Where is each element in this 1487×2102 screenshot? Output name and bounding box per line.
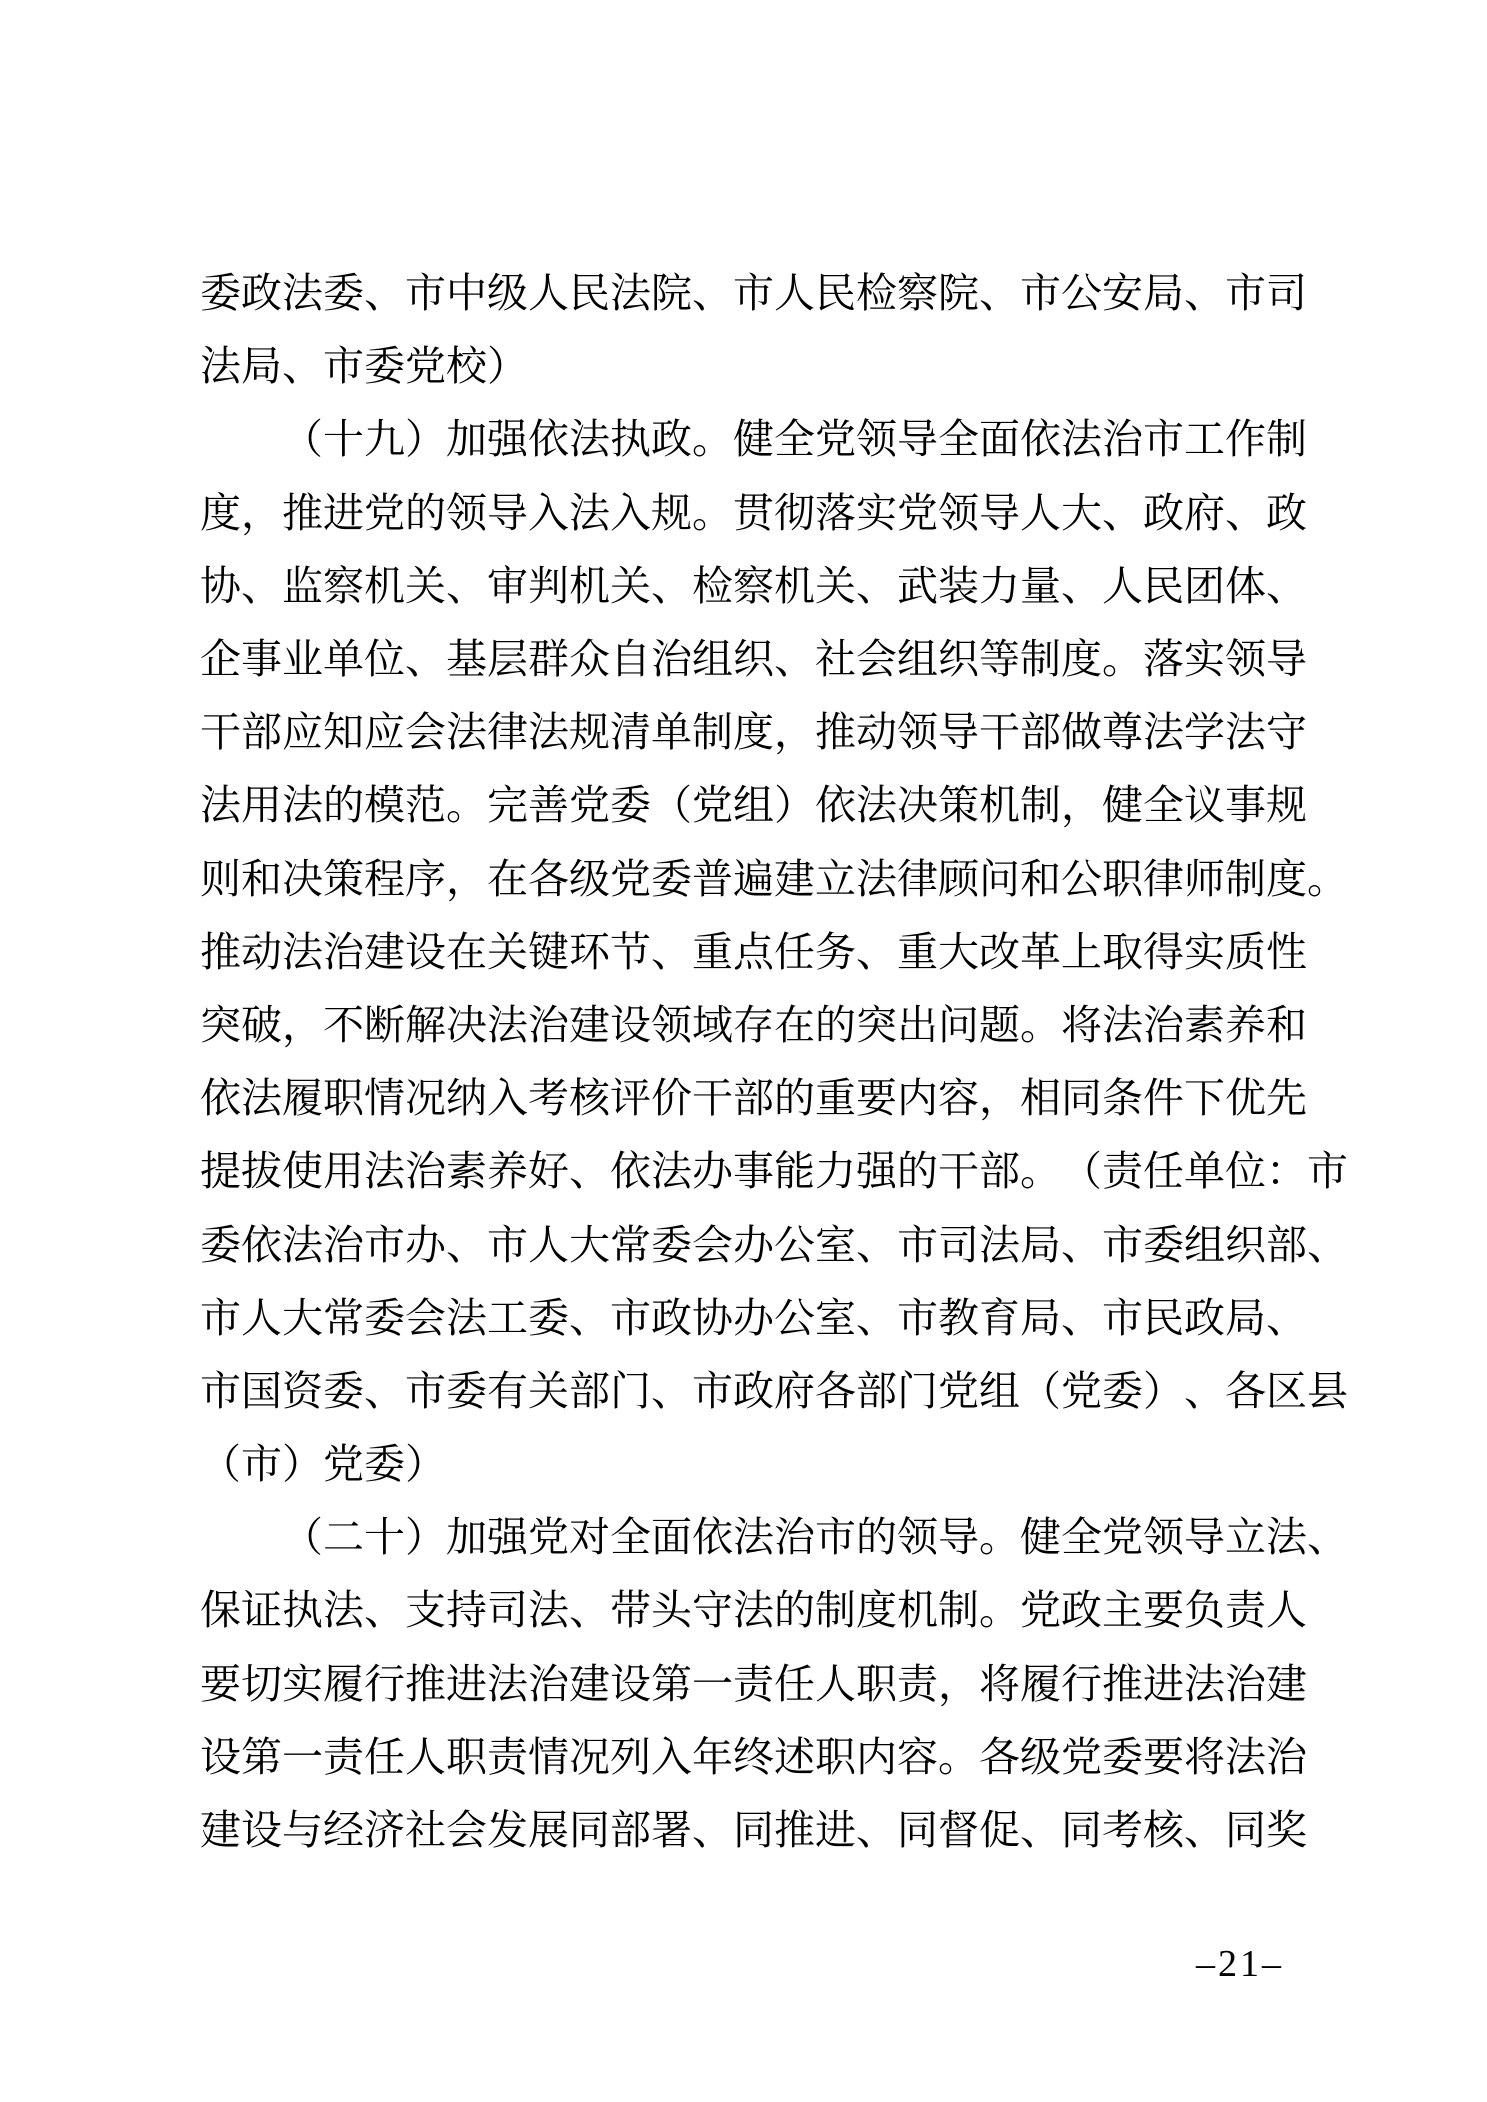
text-line: 市 国 资 委 、 市 委 有 关 部 门 、 市 政 府 各 部 门 党 组 （ 党 委 ） 、 各 区 县 <box>200 1367 1348 1414</box>
document-body <box>200 253 1348 1863</box>
text-line: 企 事 业 单 位 、 基 层 群 众 自 治 组 织 、 社 会 组 织 等 制 度 。 落 实 领 导 <box>200 636 1307 683</box>
text-line: 推 动 法 治 建 设 在 关 键 环 节 、 重 点 任 务 、 重 大 改 革 上 取 得 实 质 性 <box>200 928 1307 975</box>
page-number: –21– <box>1196 1943 1284 1985</box>
text-line: 建 设 与 经 济 社 会 发 展 同 部 署 、 同 推 进 、 同 督 促 、 同 考 核 、 同 奖 <box>200 1807 1307 1854</box>
text-line: 依 法 履 职 情 况 纳 入 考 核 评 价 干 部 的 重 要 内 容 ， 相 同 条 件 下 优 先 <box>200 1075 1307 1122</box>
text-line: 协 、 监 察 机 关 、 审 判 机 关 、 检 察 机 关 、 武 装 力 量 、 人 民 团 体 、 <box>200 562 1307 609</box>
text-line: （ 市 ） 党 委 ） <box>200 1441 446 1488</box>
text-line: 干 部 应 知 应 会 法 律 法 规 清 单 制 度 ， 推 动 领 导 干 部 做 尊 法 学 法 守 <box>200 709 1307 756</box>
text-line: 委 依 法 治 市 办 、 市 人 大 常 委 会 办 公 室 、 市 司 法 局 、 市 委 组 织 部 、 <box>200 1221 1348 1268</box>
text-line: 市 人 大 常 委 会 法 工 委 、 市 政 协 办 公 室 、 市 教 育 局 、 市 民 政 局 、 <box>200 1294 1307 1341</box>
text-line: 则 和 决 策 程 序 ， 在 各 级 党 委 普 遍 建 立 法 律 顾 问 和 公 职 律 师 制 度 。 <box>200 855 1348 902</box>
text-line: 要 切 实 履 行 推 进 法 治 建 设 第 一 责 任 人 职 责 ， 将 履 行 推 进 法 治 建 <box>200 1660 1307 1707</box>
text-line: （ 二 十 ） 加 强 党 对 全 面 依 法 治 市 的 领 导 。 健 全 党 领 导 立 法 、 <box>282 1514 1348 1561</box>
text-line: 提 拔 使 用 法 治 素 养 好 、 依 法 办 事 能 力 强 的 干 部 。 （ 责 任 单 位 ： 市 <box>200 1148 1348 1195</box>
text-line: 设 第 一 责 任 人 职 责 情 况 列 入 年 终 述 职 内 容 。 各 级 党 委 要 将 法 治 <box>200 1733 1307 1780</box>
text-line: 委 政 法 委 、 市 中 级 人 民 法 院 、 市 人 民 检 察 院 、 市 公 安 局 、 市 司 <box>200 270 1307 317</box>
text-line: 度 ， 推 进 党 的 领 导 入 法 入 规 。 贯 彻 落 实 党 领 导 人 大 、 政 府 、 政 <box>200 489 1307 536</box>
text-line: 法 用 法 的 模 范 。 完 善 党 委 （ 党 组 ） 依 法 决 策 机 制 ， 健 全 议 事 规 <box>200 782 1307 829</box>
text-line: 法 局 、 市 委 党 校 ） <box>200 343 528 390</box>
text-line: 保 证 执 法 、 支 持 司 法 、 带 头 守 法 的 制 度 机 制 。 党 政 主 要 负 责 人 <box>200 1587 1307 1634</box>
text-line: （ 十 九 ） 加 强 依 法 执 政 。 健 全 党 领 导 全 面 依 法 治 市 工 作 制 <box>282 416 1307 463</box>
text-line: 突 破 ， 不 断 解 决 法 治 建 设 领 域 存 在 的 突 出 问 题 。 将 法 治 素 养 和 <box>200 1001 1307 1048</box>
